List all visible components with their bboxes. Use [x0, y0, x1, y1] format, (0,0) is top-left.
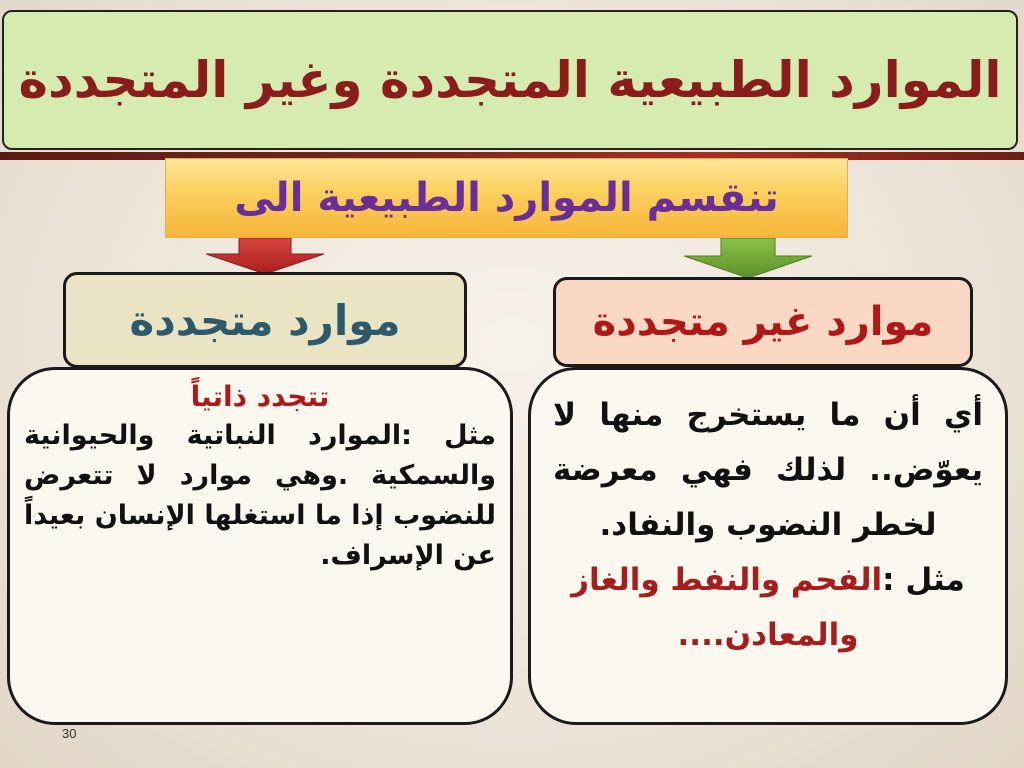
page-number: 30 [62, 726, 77, 741]
non-renewable-example [553, 553, 983, 663]
subtitle: تنقسم الموارد الطبيعية الى [234, 175, 779, 221]
renewable-body: مثل :الموارد النباتية والحيوانية والسمكية .وهي موارد لا تتعرض للنضوب إذا ما استغلها الإنسان بعيداً عن الإسراف. [24, 420, 496, 571]
example-items-line1: الفحم والنفط والغاز [571, 562, 883, 598]
renewable-header [63, 272, 467, 368]
renewable-heading: تتجدد ذاتياً [190, 380, 330, 413]
example-items-line2: والمعادن.... [677, 617, 859, 653]
renewable-label: موارد متجددة [129, 295, 401, 345]
non-renewable-description-box [528, 367, 1008, 725]
non-renewable-label: موارد غير متجددة [592, 299, 934, 345]
non-renewable-body: أي أن ما يستخرج منها لا يعوّض.. لذلك فهي معرضة لخطر النضوب والنفاد. [553, 397, 983, 543]
down-arrow-icon [206, 238, 324, 274]
renewable-description-box [7, 367, 513, 725]
subtitle-box [165, 158, 848, 238]
title-box [2, 10, 1018, 150]
page-title: الموارد الطبيعية المتجددة وغير المتجددة [18, 51, 1002, 109]
example-prefix: مثل : [882, 562, 965, 598]
down-arrow-icon [684, 238, 812, 278]
non-renewable-header [553, 277, 973, 367]
